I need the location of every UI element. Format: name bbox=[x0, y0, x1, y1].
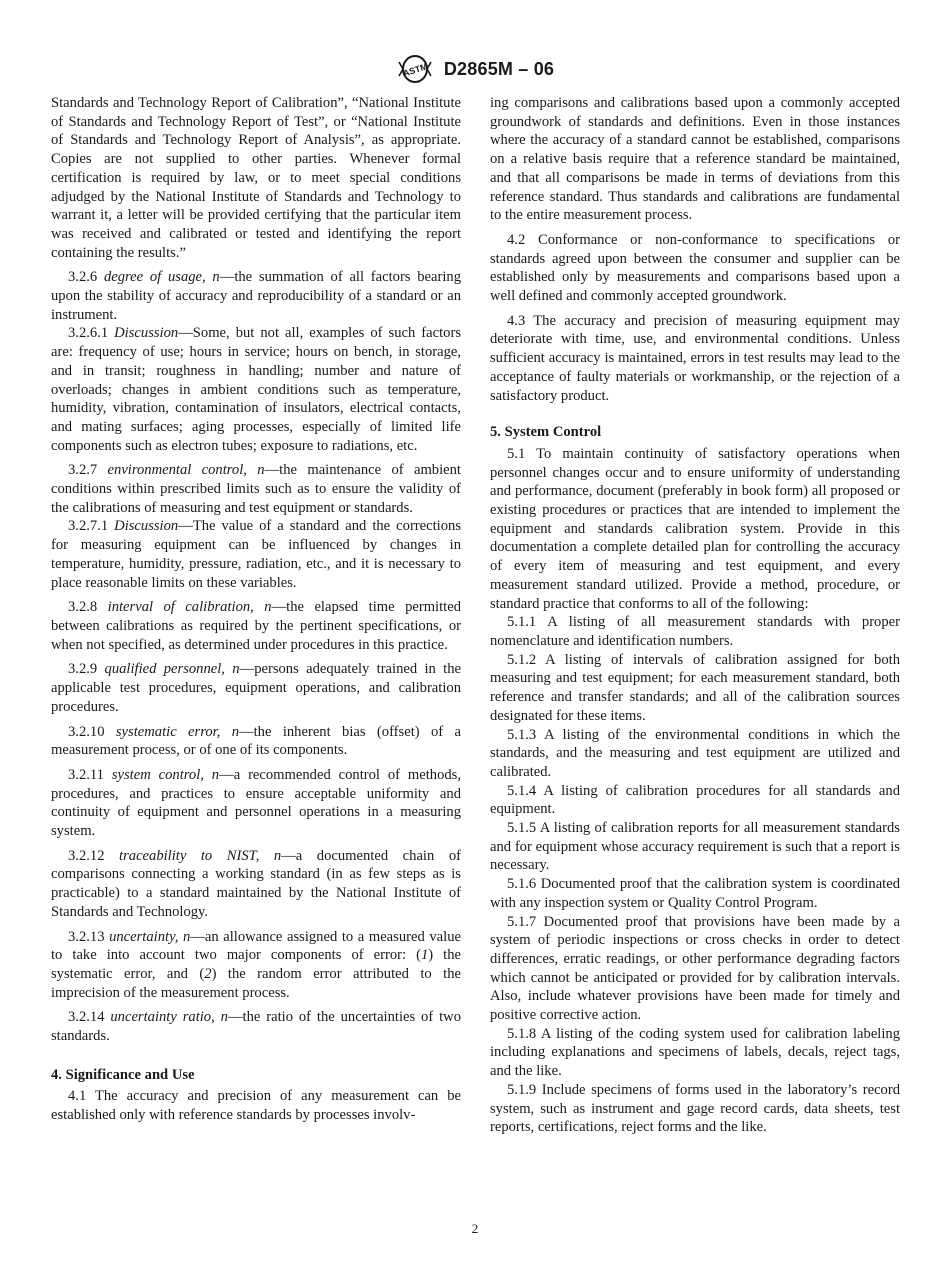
definition-3-2-13: 3.2.13 uncertainty, n—an allowance assigned to a measured value to take into account two major components of error: (1) the systematic error, and (2) the random error attributed to the imprecision of the measurement process. bbox=[51, 928, 461, 1001]
paragraph-4-1-continued: ing comparisons and calibrations based upon a commonly accepted groundwork of standards and definitions. Even in those instances where the accuracy of a standard cannot be established, comparisons on a relative basis require that a reference standard be maintained, and that all comparisons be made in terms of deviations from this reference standard. Thus standards and calibrations are fundamental to the entire measurement process. bbox=[490, 95, 900, 224]
paragraph-5-1-2: 5.1.2 A listing of intervals of calibration assigned for both measuring and test equipment; for each measurement standard, both reference and transfer standards; and all of the calibration sources designated for these items. bbox=[490, 651, 900, 724]
paragraph-5-1-9: 5.1.9 Include specimens of forms used in the laboratory’s record system, such as instrument and gage record cards, data sheets, test reports, certifications, reject forms and the like. bbox=[490, 1081, 900, 1136]
page-number: 2 bbox=[471, 1221, 479, 1236]
paragraph-5-1-5: 5.1.5 A listing of calibration reports for all measurement standards and for equipment whose accuracy requirement is such that a report is necessary. bbox=[490, 820, 900, 874]
term-systematic-error: systematic error, n bbox=[115, 723, 240, 740]
right-column bbox=[490, 94, 900, 1137]
term-uncertainty-ratio: uncertainty ratio, n bbox=[110, 1009, 228, 1026]
definition-3-2-8: 3.2.8 interval of calibration, n—the elapsed time permitted between calibrations as required by the pertinent specifications, or when not specified, as determined under procedures in this practice. bbox=[51, 599, 461, 653]
left-column bbox=[51, 94, 461, 1125]
definition-3-2-9: 3.2.9 qualified personnel, n—persons adequately trained in the applicable test procedures, equipment operations, and calibration procedures. bbox=[51, 661, 462, 715]
document-designation: D2865M – 06 bbox=[443, 58, 555, 79]
paragraph-4-1: 4.1 The accuracy and precision of any measurement can be established only with reference standards by processes involv- bbox=[51, 1088, 461, 1124]
term-environmental-control: environmental control, n bbox=[107, 462, 265, 479]
term-uncertainty: uncertainty, n bbox=[109, 928, 191, 945]
paragraph-5-1-3: 5.1.3 A listing of the environmental conditions in which the standards, and the measuring and test equipment are utilized and calibrated. bbox=[490, 726, 900, 780]
definition-3-2-12: 3.2.12 traceability to NIST, n—a documented chain of comparisons connecting a working standard (in as few steps as is practicable) to a standard maintained by the National Institute of Standards and Technology. bbox=[51, 847, 461, 920]
section-5-heading: 5. System Control bbox=[490, 424, 602, 441]
paragraph-3-2-5-continued: Standards and Technology Report of Calibration”, “National Institute of Standards and Technology Report of Test”, or “National Institute of Standards and Technology Report of Analysis”, as appropriate. Copies are not supplied to other parties. Whenever formal certification is required by law, or to meet special conditions adjudged by the National Institute of Standards and Technology to warrant it, a letter will be provided certifying that the particular item was received and calibrated or tested and identifying the report containing the results.” bbox=[51, 95, 461, 261]
section-4-heading: 4. Significance and Use bbox=[51, 1066, 195, 1083]
astm-logo-icon bbox=[396, 54, 434, 84]
paragraph-5-1: 5.1 To maintain continuity of satisfactory operations when personnel changes occur and to ensure uniformity of understanding and performance, document (preferably in book form) all proposed or existing procedures or practices that are intended to implement the equipment and standards calibration system. Provide in this documentation a complete detailed plan for controlling the accuracy of every item of measuring and test equipment, and every measurement standard utilized. Provide a method, procedure, or standard practice that conforms to all of the following: bbox=[490, 445, 900, 612]
definition-3-2-14: 3.2.14 uncertainty ratio, n—the ratio of the uncertainties of two standards. bbox=[51, 1009, 461, 1045]
paragraph-5-1-6: 5.1.6 Documented proof that the calibration system is coordinated with any inspection system or Quality Control Program. bbox=[490, 876, 900, 911]
svg-text:ASTM: ASTM bbox=[401, 61, 429, 79]
term-interval-of-calibration: interval of calibration, n bbox=[107, 599, 272, 616]
term-qualified-personnel: qualified personnel, n bbox=[104, 661, 240, 678]
term-system-control: system control, n bbox=[111, 766, 220, 783]
term-traceability-to-nist: traceability to NIST, n bbox=[119, 847, 282, 864]
paragraph-4-2: 4.2 Conformance or non-conformance to specifications or standards agreed upon between the consumer and supplier can be established only by measurements and comparisons based upon a well defined and commonly accepted groundwork. bbox=[490, 231, 900, 305]
discussion-3-2-7-1: 3.2.7.1 Discussion—The value of a standard and the corrections for measuring equipment can be influenced by changes in temperature, humidity, pressure, radiation, etc., and it is necessary to place reasonable limits on these variables. bbox=[51, 518, 462, 591]
definition-3-2-6: 3.2.6 degree of usage, n—the summation of all factors bearing upon the stability of accuracy and reproducibility of a standard or an instrument. bbox=[51, 269, 462, 323]
term-degree-of-usage: degree of usage, n bbox=[103, 269, 220, 286]
paragraph-5-1-7: 5.1.7 Documented proof that provisions have been made by a system of periodic inspections or cross checks in order to detect differences, erratic readings, or other performance degrading factors which cannot be anticipated or provided for by calibration intervals. Also, include whatever provisions have been made for timely and positive corrective action. bbox=[490, 913, 900, 1024]
discussion-3-2-6-1: 3.2.6.1 Discussion—Some, but not all, examples of such factors are: frequency of use; hours in service; hours on bench, in storage, and in transit; roughness in handling; number and nature of overloads; changes in ambient conditions such as temperature, humidity, vibration, contamination of insulators, electrical contacts, and mating surfaces; aging processes, especially of limited life components such as electron tubes; exposure to radiations, etc. bbox=[51, 325, 461, 454]
page-header bbox=[0, 54, 950, 84]
paragraph-5-1-8: 5.1.8 A listing of the coding system used for calibration labeling including explanations and specimens of labels, decals, reject tags, and the like. bbox=[490, 1025, 900, 1080]
definition-3-2-11: 3.2.11 system control, n—a recommended control of methods, procedures, and practices to ensure acceptable uniformity and continuity of equipment and personnel operations in a measuring system. bbox=[51, 766, 462, 840]
definition-3-2-10: 3.2.10 systematic error, n—the inherent bias (offset) of a measurement process, or of one of its components. bbox=[51, 723, 461, 759]
definition-3-2-7: 3.2.7 environmental control, n—the maintenance of ambient conditions within prescribed limits such as to ensure the validity of the calibrations of measuring and test equipment or standards. bbox=[51, 462, 461, 516]
paragraph-5-1-1: 5.1.1 A listing of all measurement standards with proper nomenclature and identification numbers. bbox=[490, 614, 900, 649]
paragraph-5-1-4: 5.1.4 A listing of calibration procedures for all standards and equipment. bbox=[490, 782, 900, 818]
paragraph-4-3: 4.3 The accuracy and precision of measuring equipment may deteriorate with time, use, and environmental conditions. Unless sufficient accuracy is maintained, errors in test results may lead to the acceptance of faulty materials or workmanship, or the rejection of a satisfactory product. bbox=[490, 312, 900, 404]
